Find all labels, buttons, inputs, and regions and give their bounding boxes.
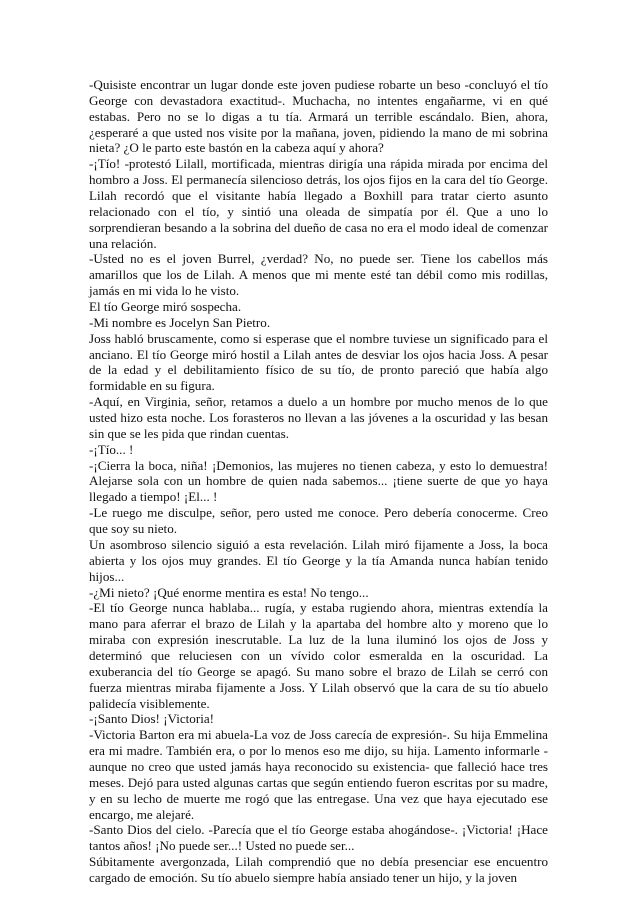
paragraph: -Santo Dios del cielo. -Parecía que el tío George estaba ahogándose-. ¡Victoria! ¡Hace tantos años! ¡No puede ser...! Usted no puede ser... <box>89 822 548 854</box>
paragraph: -¡Santo Dios! ¡Victoria! <box>89 711 215 727</box>
document-page <box>89 77 548 886</box>
paragraph: -Victoria Barton era mi abuela-La voz de Joss carecía de expresión-. Su hija Emmelina era mi madre. También era, o por lo menos eso me dijo, su hija. Lamento informarle -aunque no creo que usted jamás haya reconocido su existencia- que falleció hace tres meses. Dejó para usted algunas cartas que según entiendo fueron escritas por su madre, y en su lecho de muerte me rogó que las entregase. Una vez que haya ejecutado ese encargo, me alejaré. <box>89 727 548 822</box>
paragraph: -El tío George nunca hablaba... rugía, y estaba rugiendo ahora, mientras extendía la mano para aferrar el brazo de Lilah y la apartaba del hombre alto y moreno que lo miraba con expresión inescrutable. La luz de la luna iluminó los ojos de Joss y determinó que reluciesen con un vívido color esmeralda en la oscuridad. La exuberancia del tío George se apagó. Su mano sobre el brazo de Lilah se cerró con fuerza mientras miraba fijamente a Joss. Y Lilah observó que la cara de su tío abuelo palidecía visiblemente. <box>89 600 548 711</box>
paragraph: -¡Cierra la boca, niña! ¡Demonios, las mujeres no tienen cabeza, y esto lo demuestra! Alejarse sola con un hombre de quien nada sabemos... ¡tiene suerte de que yo haya llegado a tiempo! ¡El... ! <box>89 457 548 505</box>
paragraph: -Mi nombre es Jocelyn San Pietro. <box>89 314 271 330</box>
paragraph: El tío George miró sospecha. <box>89 299 242 315</box>
paragraph: -¡Tío! -protestó Lilall, mortificada, mientras dirigía una rápida mirada por encima del hombro a Joss. El permanecía silencioso detrás, los ojos fijos en la cara del tío George. Lilah recordó que el visitante había llegado a Boxhill para tratar cierto asunto relacionado con el tío, y sintió una oleada de simpatía por él. Que a uno lo sorprendieran besando a la sobrina del dueño de casa no era el modo ideal de comenzar una relación. <box>89 156 548 251</box>
paragraph: -Le ruego me disculpe, señor, pero usted me conoce. Pero debería conocerme. Creo que soy su nieto. <box>89 505 548 537</box>
paragraph: Un asombroso silencio siguió a esta revelación. Lilah miró fijamente a Joss, la boca abierta y los ojos muy grandes. El tío George y la tía Amanda nunca habían tenido hijos... <box>89 536 548 584</box>
paragraph: -¡Tío... ! <box>89 441 134 457</box>
paragraph: -¿Mi nieto? ¡Qué enorme mentira es esta! No tengo... <box>89 584 369 600</box>
paragraph: -Aquí, en Virginia, señor, retamos a duelo a un hombre por mucho menos de lo que usted hizo esta noche. Los forasteros no llevan a las jóvenes a la oscuridad y las besan sin que se les pida que rindan cuentas. <box>89 394 548 441</box>
paragraph: Joss habló bruscamente, como si esperase que el nombre tuviese un significado para el anciano. El tío George miró hostil a Lilah antes de desviar los ojos hacia Joss. A pesar de la edad y el debilitamiento físico de su tío, de pronto pareció que había algo formidable en su figura. <box>89 330 548 394</box>
paragraph: Súbitamente avergonzada, Lilah comprendió que no debía presenciar ese encuentro cargado de emoción. Su tío abuelo siempre había ansiado tener un hijo, y la joven <box>89 854 548 885</box>
paragraph: -Quisiste encontrar un lugar donde este joven pudiese robarte un beso -concluyó el tío George con devastadora exactitud-. Muchacha, no intentes engañarme, vi en qué estabas. Pero no se lo digas a tu tía. Armará un terrible escándalo. Bien, ahora, ¿esperaré a que usted nos visite por la mañana, joven, pidiendo la mano de mi sobrina nieta? ¿O le parto este bastón en la cabeza aquí y ahora? <box>89 77 548 156</box>
paragraph: -Usted no es el joven Burrel, ¿verdad? No, no puede ser. Tiene los cabellos más amarillos que los de Lilah. A menos que mi mente esté tan débil como mis rodillas, jamás en mi vida lo he visto. <box>89 251 548 299</box>
